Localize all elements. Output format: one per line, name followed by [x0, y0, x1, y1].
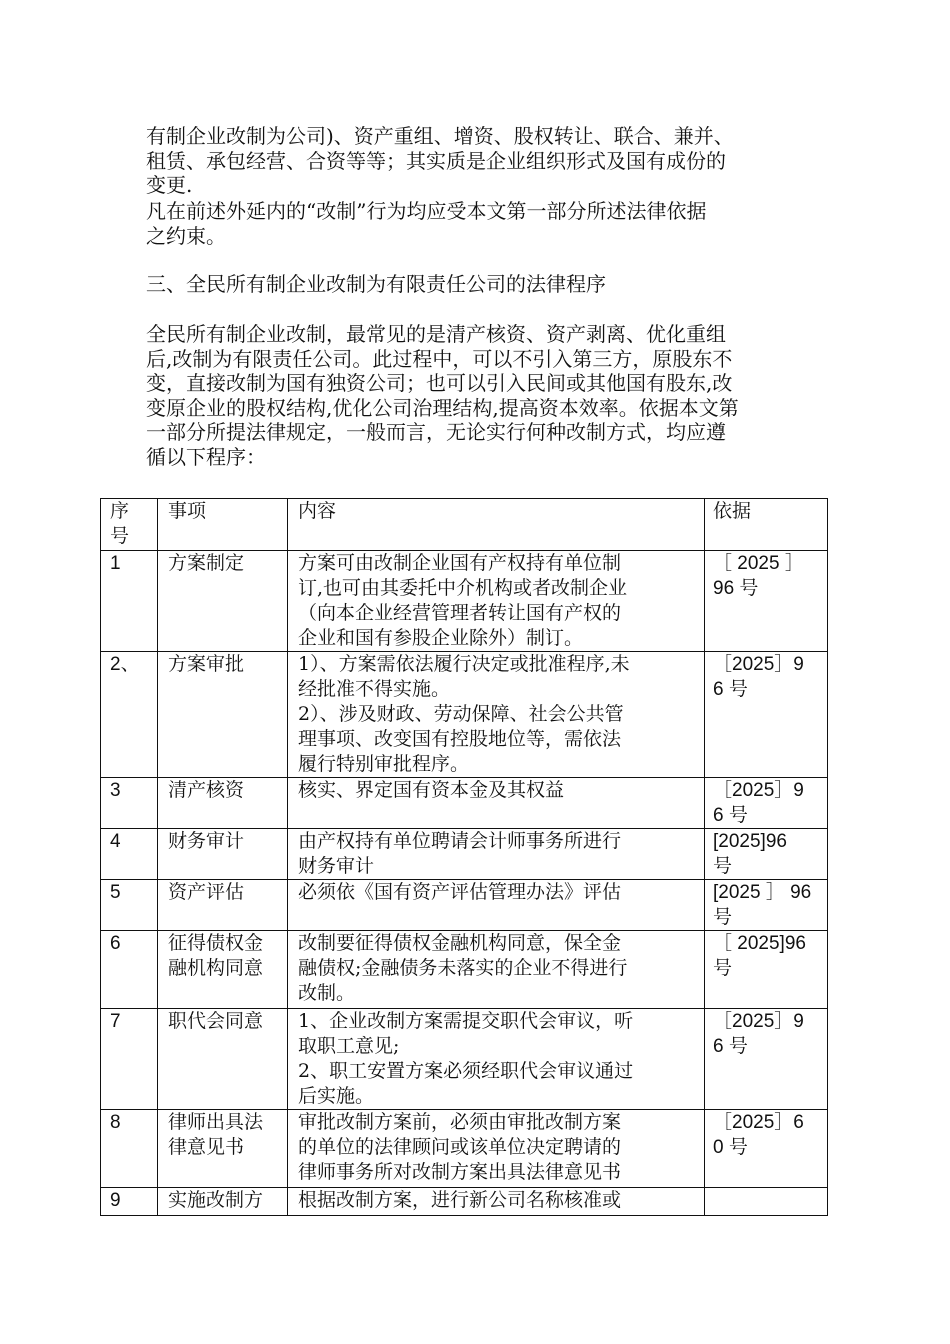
- table-row: [101, 1009, 828, 1110]
- cell-no: 4: [101, 829, 158, 880]
- cell-basis: [705, 931, 828, 1009]
- text-line: 租赁、承包经营、合资等等；其实质是企业组织形式及国有成份的: [146, 148, 726, 173]
- cell-basis: [705, 1110, 828, 1188]
- text-line: 变，直接改制为国有独资公司；也可以引入民间或其他国有股东,改: [146, 371, 733, 395]
- cell-content: [288, 1110, 705, 1188]
- text-line: 实施改制方: [168, 1189, 264, 1211]
- paragraph-procedure-intro: [146, 322, 812, 469]
- text-line: 6 号: [713, 1036, 748, 1057]
- text-line: 履行特别审批程序。: [298, 753, 470, 775]
- cell-no: 6: [101, 931, 158, 1009]
- text-line: 订,也可由其委托中介机构或者改制企业: [298, 577, 628, 599]
- text-line: 0 号: [713, 1137, 748, 1158]
- cell-no: 8: [101, 1110, 158, 1188]
- cell-item: [158, 1110, 288, 1188]
- cell-basis: [705, 551, 828, 652]
- table-row: [101, 829, 828, 880]
- text-line: 2）、涉及财政、劳动保障、社会公共管: [298, 703, 624, 725]
- cell-basis: [705, 829, 828, 880]
- text-line: 依据: [713, 500, 752, 522]
- table-row: [101, 931, 828, 1009]
- text-line: 后,改制为有限责任公司。此过程中，可以不引入第三方，原股东不: [146, 346, 733, 371]
- cell-no: 9: [101, 1188, 158, 1216]
- cell-item: [158, 551, 288, 652]
- procedure-table-body: [101, 499, 828, 1216]
- cell-content: [288, 652, 705, 778]
- text-line: 征得债权金: [168, 932, 264, 954]
- text-line: 律师事务所对改制方案出具法律意见书: [298, 1161, 622, 1183]
- text-line: 企业和国有参股企业除外）制订。: [298, 627, 584, 649]
- cell-item: [158, 1188, 288, 1216]
- paragraph-scope-continued: [146, 124, 812, 198]
- text-line: 有制企业改制为公司)、资产重组、增资、股权转让、联合、兼并、: [146, 124, 734, 148]
- text-line: 职代会同意: [168, 1010, 264, 1032]
- header-content: [288, 499, 705, 551]
- text-line: 变更.: [146, 173, 193, 197]
- text-line: 财务审计: [298, 855, 375, 877]
- text-line: ［2025］9: [713, 1011, 804, 1032]
- cell-content: [288, 931, 705, 1009]
- text-line: 内容: [298, 500, 337, 522]
- text-line: 由产权持有单位聘请会计师事务所进行: [298, 830, 622, 852]
- cell-item: [158, 880, 288, 931]
- header-basis: [705, 499, 828, 551]
- text-line: 序: [110, 500, 130, 522]
- text-line: 号: [110, 525, 130, 547]
- cell-content: [288, 829, 705, 880]
- text-line: 取职工意见;: [298, 1035, 400, 1057]
- table-row: [101, 1110, 828, 1188]
- text-line: 方案制定: [168, 552, 245, 574]
- text-line: 变原企业的股权结构,优化公司治理结构,提高资本效率。依据本文第: [146, 395, 739, 420]
- cell-content: [288, 778, 705, 829]
- table-row: [101, 778, 828, 829]
- table-row: [101, 652, 828, 778]
- text-line: ［ 2025]96: [713, 933, 806, 954]
- text-line: 的单位的法律顾问或该单位决定聘请的: [298, 1136, 622, 1158]
- cell-content: [288, 880, 705, 931]
- table-row: [101, 1188, 828, 1216]
- text-line: ［2025］9: [713, 780, 804, 801]
- text-line: 之约束。: [146, 223, 226, 248]
- cell-no: 7: [101, 1009, 158, 1110]
- table-row: [101, 880, 828, 931]
- cell-no: 3: [101, 778, 158, 829]
- text-line: 律师出具法: [168, 1111, 264, 1133]
- header-no: [101, 499, 158, 551]
- cell-item: [158, 1009, 288, 1110]
- procedure-table: [100, 498, 828, 1216]
- text-line: ［2025］6: [713, 1112, 804, 1133]
- text-line: 号: [713, 958, 733, 979]
- text-line: 审批改制方案前，必须由审批改制方案: [298, 1111, 622, 1133]
- cell-basis: [705, 1188, 828, 1216]
- text-line: 融机构同意: [168, 957, 264, 979]
- cell-no: 1: [101, 551, 158, 652]
- text-line: 一部分所提法律规定，一般而言，无论实行何种改制方式，均应遵: [146, 420, 726, 444]
- text-line: 全民所有制企业改制，最常见的是清产核资、资产剥离、优化重组: [146, 322, 726, 346]
- text-line: 凡在前述外延内的“改制”行为均应受本文第一部分所述法律依据: [146, 199, 707, 223]
- text-line: 方案可由改制企业国有产权持有单位制: [298, 552, 622, 574]
- text-line: 2、职工安置方案必须经职代会审议通过: [298, 1060, 634, 1082]
- table-header-row: [101, 499, 828, 551]
- text-line: [2025 ］ 96: [713, 882, 812, 903]
- cell-item: [158, 829, 288, 880]
- text-line: 清产核资: [168, 779, 245, 801]
- text-line: 资产评估: [168, 881, 245, 903]
- cell-item: [158, 778, 288, 829]
- text-line: 核实、界定国有资本金及其权益: [298, 779, 565, 801]
- paragraph-constraint: [146, 199, 812, 248]
- cell-item: [158, 931, 288, 1009]
- text-line: 律意见书: [168, 1136, 245, 1158]
- cell-basis: [705, 778, 828, 829]
- text-line: ［2025］9: [713, 654, 804, 675]
- text-line: 1）、方案需依法履行决定或批准程序,未: [298, 653, 630, 675]
- header-item: [158, 499, 288, 551]
- text-line: 必须依《国有资产评估管理办法》评估: [298, 881, 622, 903]
- text-line: 号: [713, 856, 733, 877]
- text-line: 事项: [168, 500, 207, 522]
- table-row: [101, 551, 828, 652]
- text-line: 96 号: [713, 578, 759, 599]
- cell-content: [288, 1188, 705, 1216]
- text-line: 1、企业改制方案需提交职代会审议，听: [298, 1010, 634, 1032]
- text-line: 经批准不得实施。: [298, 678, 451, 700]
- text-line: 改制要征得债权金融机构同意，保全金: [298, 932, 622, 954]
- cell-basis: [705, 1009, 828, 1110]
- text-line: 6 号: [713, 805, 748, 826]
- text-line: 改制。: [298, 982, 356, 1004]
- cell-no: 2、: [101, 652, 158, 778]
- section-heading: 三、全民所有制企业改制为有限责任公司的法律程序: [146, 272, 606, 296]
- text-line: 财务审计: [168, 830, 245, 852]
- text-line: [2025]96: [713, 831, 787, 852]
- text-line: ［ 2025 ］: [713, 553, 804, 574]
- cell-content: [288, 1009, 705, 1110]
- cell-basis: [705, 652, 828, 778]
- text-line: 6 号: [713, 679, 748, 700]
- text-line: 号: [713, 907, 733, 928]
- cell-item: [158, 652, 288, 778]
- text-line: 方案审批: [168, 653, 245, 675]
- cell-no: 5: [101, 880, 158, 931]
- text-line: 根据改制方案，进行新公司名称核准或: [298, 1189, 622, 1211]
- cell-content: [288, 551, 705, 652]
- text-line: 融债权;金融债务未落实的企业不得进行: [298, 957, 628, 979]
- text-line: 理事项、改变国有控股地位等，需依法: [298, 728, 622, 750]
- cell-basis: [705, 880, 828, 931]
- text-line: 循以下程序：: [146, 444, 266, 469]
- text-line: 后实施。: [298, 1085, 375, 1107]
- text-line: （向本企业经营管理者转让国有产权的: [298, 602, 622, 624]
